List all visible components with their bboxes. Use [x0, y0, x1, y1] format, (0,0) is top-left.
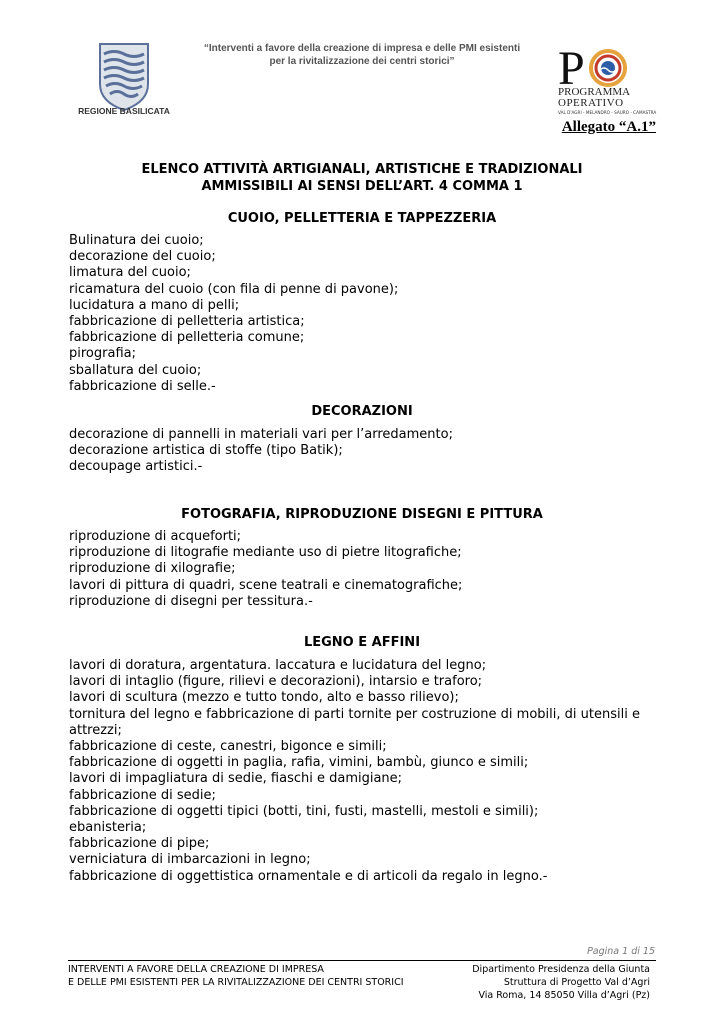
header-quote [170, 42, 554, 68]
list-item: tornitura del legno e fabbricazione di parti tornite per costruzione di mobili, di utensili e attrezzi; [69, 706, 640, 738]
footer-left-line1: INTERVENTI A FAVORE DELLA CREAZIONE DI IMPRESA [68, 964, 324, 975]
list-item: Bulinatura dei cuoio; [69, 233, 204, 248]
footer-right-line3: Via Roma, 14 85050 Villa d’Agri (Pz) [478, 990, 650, 1001]
list-item: riproduzione di acqueforti; [69, 529, 242, 544]
header-quote-line1: “Interventi a favore della creazione di impresa e delle PMI esistenti [203, 43, 521, 54]
footer-right-line2: Struttura di Progetto Val d’Agri [503, 977, 650, 988]
list-item: riproduzione di disegni per tessitura.- [69, 593, 313, 609]
section-heading-decorazioni: DECORAZIONI [311, 404, 413, 419]
footer-right-line1: Dipartimento Presidenza della Giunta [472, 964, 650, 975]
main-title-line1: ELENCO ATTIVITÀ ARTIGIANALI, ARTISTICHE E TRADIZIONALI [141, 162, 583, 177]
page-number: Pagina 1 di 15 [587, 946, 655, 957]
list-item: ricamatura del cuoio (con fila di penne di pavone); [69, 281, 399, 297]
list-item: ebanisteria; [69, 820, 147, 836]
list-item: lucidatura a mano di pelli; [69, 297, 240, 313]
section-heading-fotografia: FOTOGRAFIA, RIPRODUZIONE DISEGNI E PITTURA [181, 507, 543, 522]
list-item: fabbricazione di pelletteria artistica; [69, 314, 305, 330]
section-heading-legno: LEGNO E AFFINI [303, 635, 421, 650]
list-item: decoupage artistici.- [69, 459, 203, 475]
section-list-legno [69, 658, 659, 885]
po-logo-icon [556, 44, 660, 90]
po-logo-line1: PROGRAMMA [558, 86, 631, 98]
list-item: decorazione artistica di stoffe (tipo Batik); [69, 443, 343, 459]
list-item: fabbricazione di pipe; [69, 836, 210, 852]
section-list-fotografia [69, 529, 659, 610]
list-item: decorazione di pannelli in materiali vari per l’arredamento; [69, 427, 453, 442]
list-item: lavori di intaglio (figure, rilievi e decorazioni), intarsio e traforo; [69, 674, 483, 690]
main-title-line2: AMMISSIBILI AI SENSI DELL’ART. 4 COMMA 1 [201, 179, 523, 194]
po-logo-line2: OPERATIVO [558, 97, 624, 109]
footer-left [68, 963, 404, 989]
list-item: riproduzione di litografie mediante uso di pietre litografiche; [69, 545, 462, 561]
programma-operativo-logo [556, 44, 660, 120]
header-quote-line2: per la rivitalizzazione dei centri storici” [269, 56, 455, 67]
footer-left-line2: E DELLE PMI ESISTENTI PER LA RIVITALIZZAZIONE DEI CENTRI STORICI [68, 977, 404, 988]
list-item: fabbricazione di oggettistica ornamentale e di articoli da regalo in legno.- [69, 868, 548, 884]
list-item: verniciatura di imbarcazioni in legno; [69, 852, 311, 868]
list-item: fabbricazione di selle.- [69, 378, 216, 394]
list-item: limatura del cuoio; [69, 265, 191, 281]
list-item: fabbricazione di oggetti tipici (botti, tini, fusti, mastelli, mestoli e simili); [69, 803, 539, 819]
list-item: fabbricazione di oggetti in paglia, rafia, vimini, bambù, giunco e simili; [69, 755, 529, 771]
list-item: lavori di impagliatura di sedie, fiaschi e damigiane; [69, 771, 403, 787]
list-item: sballatura del cuoio; [69, 362, 202, 378]
footer-right [472, 963, 650, 1002]
main-title [68, 161, 656, 195]
list-item: pirografia; [69, 346, 136, 362]
po-logo-line3: VAL D'AGRI - MELANDRO - SAURO - CAMASTRA [558, 110, 657, 115]
list-item: lavori di doratura, argentatura. laccatura e lucidatura del legno; [69, 658, 487, 673]
section-heading-cuoio: CUOIO, PELLETTERIA E TAPPEZZERIA [227, 211, 497, 226]
list-item: riproduzione di xilografie; [69, 561, 236, 577]
list-item: fabbricazione di pelletteria comune; [69, 330, 305, 346]
allegato-label: Allegato “A.1” [561, 119, 656, 135]
list-item: decorazione del cuoio; [69, 249, 216, 265]
footer-divider [68, 960, 656, 961]
list-item: lavori di scultura (mezzo e tutto tondo, alto e basso rilievo); [69, 690, 459, 706]
section-list-cuoio [69, 233, 659, 395]
list-item: fabbricazione di ceste, canestri, bigonce e simili; [69, 739, 387, 755]
regione-basilicata-logo [68, 40, 180, 120]
list-item: lavori di pittura di quadri, scene teatrali e cinematografiche; [69, 577, 463, 593]
section-list-decorazioni [69, 427, 659, 476]
list-item: fabbricazione di sedie; [69, 787, 216, 803]
svg-text:P: P [558, 44, 585, 90]
regione-basilicata-label: REGIONE BASILICATA [78, 106, 170, 116]
